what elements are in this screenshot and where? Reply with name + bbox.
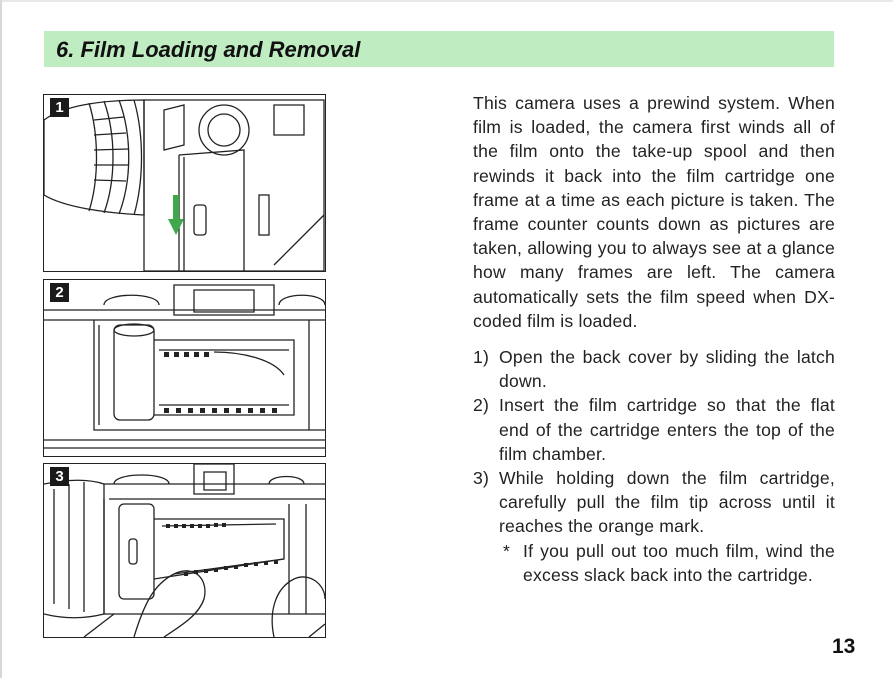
step-1-number: 1) <box>473 347 490 368</box>
note <box>473 539 835 587</box>
section-header <box>44 31 834 67</box>
page-edge-top <box>0 0 893 2</box>
note-marker: * <box>503 540 511 561</box>
step-3 <box>473 466 835 539</box>
note-text: If you pull out too much film, wind the excess slack back into the cartridge. <box>523 540 835 585</box>
film-chamber-cartridge-illustration <box>44 280 325 456</box>
intro-paragraph: This camera uses a prewind system. When film is loaded, the camera first winds all of the film onto the take-up spool and then rewinds it back into the film cartridge one frame at a time as each picture is taken. The frame counter counts down as pictures are taken, allowing you to always see at a glance how many frames are left. The camera automatically sets the film speed when DX-coded film is loaded. <box>473 93 835 331</box>
figure-1-panel <box>43 94 326 272</box>
film-tip-pull-illustration <box>44 464 325 637</box>
figure-3-number: 3 <box>50 467 69 486</box>
page-number: 13 <box>832 635 856 658</box>
step-2 <box>473 393 835 466</box>
step-3-number: 3) <box>473 468 490 489</box>
step-3-text: While holding down the film cartridge, carefully pull the film tip across until it reaches the orange mark. <box>499 468 835 537</box>
step-2-text: Insert the film cartridge so that the flat end of the cartridge enters the top of the film chamber. <box>499 395 835 464</box>
figure-2-panel <box>43 279 326 457</box>
figure-3-panel <box>43 463 326 638</box>
figure-2-number: 2 <box>50 283 69 302</box>
step-2-number: 2) <box>473 395 490 416</box>
instructions-text <box>473 91 835 587</box>
section-title: 6. Film Loading and Removal <box>56 37 361 62</box>
camera-back-latch-illustration <box>44 95 325 271</box>
figure-1-number: 1 <box>50 98 69 117</box>
step-1 <box>473 345 835 393</box>
step-1-text: Open the back cover by sliding the latch down. <box>499 347 835 392</box>
page-edge-left <box>0 0 2 678</box>
